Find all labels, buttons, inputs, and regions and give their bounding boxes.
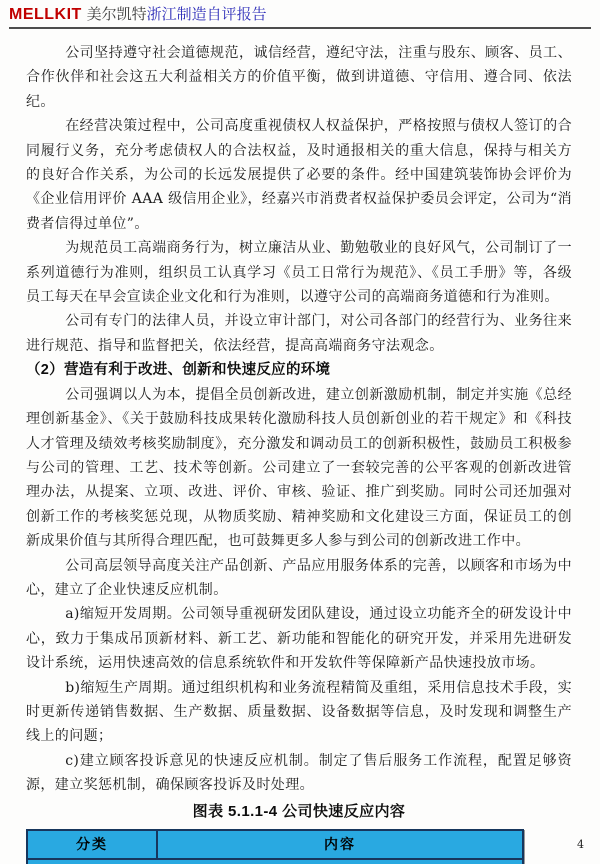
brand-logo: MELLKIT [9,6,82,23]
report-header [9,6,591,29]
body-paragraph: 公司强调以人为本，提倡全员创新改进，建立创新激励机制，制定并实施《总经理创新基金》、《关于鼓励科技成果转化激励科技人员创新创业的若干规定》和《科技人才管理及绩效考核奖励制度》，充分激发和调动员工的创新积极性，鼓励员工积极参与公司的管理、工艺、技术等创新。公司建立了一套较完善的公平客观的创新改进管理办法，从提案、立项、改进、评价、审核、验证、推广到奖励。同时公司还加强对创新工作的考核奖惩兑现，从物质奖励、精神奖励和文化建设三方面，保证员工的创新成果价值与其所得合理匹配，也可鼓舞更多人参与到公司的创新改进工作中。 [26,386,572,550]
body-paragraph: 在经营决策过程中，公司高度重视债权人权益保护，严格按照与债权人签订的合同履行义务，充分考虑债权人的合法权益，及时通报相关的重大信息，保持与相关方的良好合作关系，为公司的长远发展提供了必要的条件。经中国建筑装饰协会评价为《企业信用评价 AAA 级信用企业》，经嘉兴市消费者权益保护委员会评定，公司为“消费者信得过单位”。 [26,118,572,232]
body-paragraph: c)建立顾客投诉意见的快速反应机制。制定了售后服务工作流程，配置足够资源，建立奖惩机制，确保顾客投诉及时处理。 [26,752,572,794]
body-paragraph: 公司有专门的法律人员，并设立审计部门，对公司各部门的经营行为、业务往来进行规范、指导和监督把关，依法经营，提高高端商务守法观念。 [26,313,572,354]
figure-table [26,829,524,864]
body-paragraph: 公司高层领导高度关注产品创新、产品应用服务体系的完善，以顾客和市场为中心，建立了企业快速反应机制。 [26,557,572,598]
page-number: 4 [577,838,584,851]
table-header-row [28,831,522,860]
report-title: 浙江制造自评报告 [146,5,267,23]
brand-name: 美尔凯特 [86,5,147,23]
section-heading: （2）营造有利于改进、创新和快速反应的环境 [26,362,331,379]
document-body [26,41,572,864]
body-paragraph: 公司坚持遵守社会道德规范，诚信经营，遵纪守法，注重与股东、顾客、员工、合作伙伴和社会这五大利益相关方的价值平衡，做到讲道德、守信用、遵合同、依法纪。 [26,45,572,110]
body-paragraph: a)缩短开发周期。公司领导重视研发团队建设，通过设立功能齐全的研发设计中心，致力于集成吊顶新材料、新工艺、新功能和智能化的研究开发，并采用先进研发设计系统，运用快速高效的信息系统软件和开发软件等保障新产品快速投放市场。 [26,606,572,672]
table-header-cell-category: 分类 [76,835,108,852]
table-partial-row [28,860,522,864]
body-paragraph: 为规范员工高端商务行为，树立廉洁从业、勤勉敬业的良好风气，公司制订了一系列道德行为准则，组织员工认真学习《员工日常行为规范》、《员工手册》等，各级员工每天在早会宣读企业文化和行为准则，以遵守公司的高端商务道德和行为准则。 [26,240,572,306]
table-header-cell-content: 内容 [324,835,356,852]
body-paragraph: b)缩短生产周期。通过组织机构和业务流程精简及重组，采用信息技术手段，实时更新传递销售数据、生产数据、质量数据、设备数据等信息，及时发现和调整生产线上的问题； [26,679,572,745]
figure-caption: 图表 5.1.1-4 公司快速反应内容 [192,802,406,820]
